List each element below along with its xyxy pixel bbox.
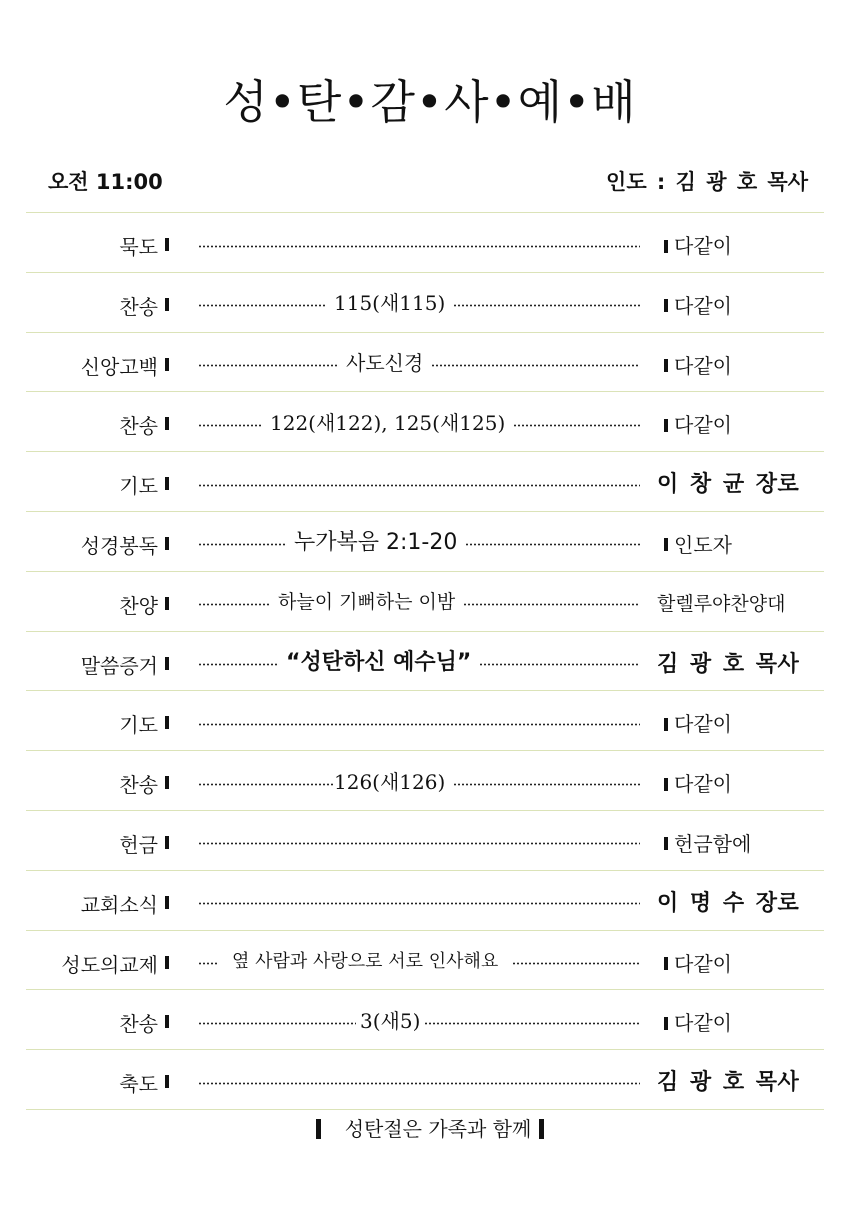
row-text: 사도신경 (346, 351, 424, 376)
response-text: 다같이 (674, 772, 732, 797)
bar-marker (664, 538, 668, 551)
bar-marker (165, 1015, 169, 1028)
dot-leader (198, 245, 640, 248)
row-response (664, 350, 732, 379)
bar-marker (664, 299, 668, 312)
service-header (48, 166, 808, 196)
row-text: 하늘이 기뻐하는 이밤 (278, 591, 456, 614)
footer-text: 성탄절은 가족과 함께 (344, 1117, 532, 1141)
bar-marker (165, 298, 169, 311)
service-row (26, 1049, 824, 1110)
service-row (26, 451, 824, 511)
service-leader: 인도 : 김 광 호 목사 (606, 170, 808, 194)
row-label: 헌금 (119, 832, 158, 857)
service-row (26, 571, 824, 631)
dot-leader (465, 543, 640, 546)
dot-leader (453, 783, 640, 786)
bar-marker (165, 417, 169, 430)
service-row (26, 750, 824, 810)
dot-leader (198, 902, 640, 905)
row-leader-line (198, 883, 640, 917)
response-text: 다같이 (674, 293, 732, 318)
row-text: 옆 사람과 사랑으로 서로 인사해요 (232, 950, 499, 972)
response-text: 인도자 (674, 532, 732, 557)
response-text: 다같이 (674, 712, 732, 737)
bar-marker (165, 238, 169, 251)
bar-marker (165, 657, 169, 670)
row-text: 126(새126) (334, 769, 446, 794)
row-label: 기도 (119, 474, 158, 499)
row-response (664, 828, 751, 857)
bar-marker (664, 837, 668, 850)
response-text: 다같이 (674, 951, 732, 976)
row-label: 교회소식 (80, 892, 158, 917)
service-row (26, 989, 824, 1049)
response-text: 헌금함에 (674, 831, 752, 856)
row-label: 성경봉독 (80, 533, 158, 558)
service-row (26, 332, 824, 392)
row-leader-line (198, 524, 640, 558)
dot-leader (198, 783, 334, 786)
bar-marker (316, 1119, 321, 1139)
response-text: 김 광 호 목사 (657, 1070, 800, 1096)
bar-marker (664, 240, 668, 253)
bar-marker (664, 419, 668, 432)
bar-marker (165, 537, 169, 550)
row-label: 말씀증거 (80, 653, 158, 678)
dot-leader (198, 1082, 640, 1085)
bar-marker (664, 718, 668, 731)
row-text: 122(새122), 125(새125) (270, 410, 506, 435)
service-row (26, 391, 824, 451)
service-row (26, 511, 824, 571)
row-response (664, 768, 732, 797)
row-label: 찬송 (119, 1012, 158, 1037)
response-text: 이 명 수 장로 (657, 890, 800, 916)
row-response (664, 948, 732, 977)
service-row (26, 810, 824, 870)
bar-marker (165, 776, 169, 789)
row-label: 묵도 (119, 235, 158, 259)
row-label: 기도 (119, 713, 158, 738)
response-text: 다같이 (674, 413, 732, 438)
service-row (26, 690, 824, 750)
bar-marker (539, 1119, 544, 1139)
bar-marker (165, 836, 169, 849)
row-text: 누가복음 2:1-20 (294, 530, 458, 556)
service-row (26, 870, 824, 930)
dot-leader (513, 424, 640, 427)
dot-leader (463, 603, 640, 606)
row-text: “성탄하신 예수님” (286, 650, 472, 676)
dot-leader (198, 663, 278, 666)
dot-leader (198, 723, 640, 726)
row-label: 찬송 (119, 294, 158, 319)
dot-leader (512, 962, 640, 965)
dot-leader (198, 842, 640, 845)
row-response (664, 230, 732, 259)
service-time: 오전 11:00 (48, 170, 163, 194)
dot-leader (198, 962, 218, 965)
row-label: 신앙고백 (80, 354, 158, 379)
footer-note (0, 1113, 860, 1142)
bar-marker (664, 1017, 668, 1030)
dot-leader (198, 364, 338, 367)
service-row (26, 631, 824, 691)
service-row (26, 272, 824, 332)
bar-marker (165, 716, 169, 729)
row-leader-line (198, 1002, 640, 1036)
response-text: 이 창 균 장로 (657, 472, 800, 498)
row-response (664, 1007, 732, 1036)
row-label: 축도 (119, 1072, 158, 1097)
row-text: 3(새5) (360, 1008, 421, 1033)
row-leader-line (198, 823, 640, 857)
row-text: 115(새115) (334, 291, 446, 316)
row-leader-line (198, 644, 640, 678)
bar-marker (165, 477, 169, 490)
dot-leader (198, 484, 640, 487)
response-text: 다같이 (674, 353, 732, 378)
bar-marker (165, 358, 169, 371)
bar-marker (664, 957, 668, 970)
row-response (657, 886, 799, 917)
row-leader-line (198, 285, 640, 319)
dot-leader (198, 603, 270, 606)
row-response (657, 1065, 799, 1096)
dot-leader (198, 1022, 356, 1025)
response-text: 다같이 (674, 1011, 732, 1036)
row-response (664, 409, 732, 438)
dot-leader (198, 424, 262, 427)
row-response (657, 647, 799, 678)
row-response (664, 290, 732, 319)
row-label: 성도의교제 (61, 952, 158, 977)
bar-marker (664, 778, 668, 791)
row-leader-line (198, 584, 640, 618)
row-leader-line (198, 763, 640, 797)
row-leader-line (198, 943, 640, 977)
bar-marker (165, 1075, 169, 1088)
row-response (657, 589, 785, 616)
page-title: 성•탄•감•사•예•배 (223, 75, 637, 129)
response-text: 할렐루야찬양대 (657, 592, 786, 615)
row-leader-line (198, 464, 640, 498)
dot-leader (453, 304, 640, 307)
dot-leader (198, 304, 326, 307)
row-leader-line (198, 225, 640, 259)
dot-leader (198, 543, 286, 546)
row-response (664, 529, 732, 558)
dot-leader (479, 663, 640, 666)
row-leader-line (198, 703, 640, 737)
bar-marker (165, 956, 169, 969)
dot-leader (431, 364, 640, 367)
row-leader-line (198, 404, 640, 438)
row-response (657, 467, 799, 498)
service-row (26, 212, 824, 272)
row-label: 찬양 (119, 593, 158, 618)
service-row (26, 930, 824, 990)
row-label: 찬송 (119, 414, 158, 439)
row-label: 찬송 (119, 773, 158, 798)
bar-marker (165, 597, 169, 610)
row-leader-line (198, 345, 640, 379)
bar-marker (664, 359, 668, 372)
response-text: 다같이 (674, 234, 732, 258)
bar-marker (165, 896, 169, 909)
row-response (664, 708, 732, 737)
order-of-service (26, 212, 824, 1110)
response-text: 김 광 호 목사 (657, 651, 800, 677)
dot-leader (424, 1022, 640, 1025)
row-leader-line (198, 1062, 640, 1096)
